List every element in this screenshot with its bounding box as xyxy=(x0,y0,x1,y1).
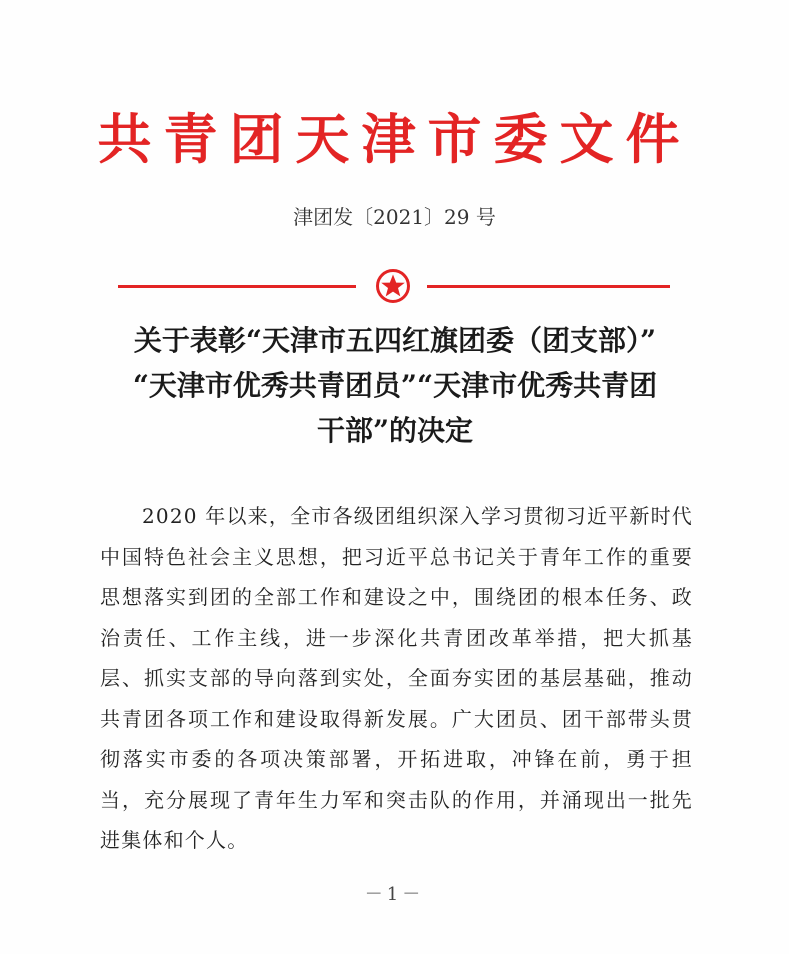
document-number: 津团发〔2021〕29 号 xyxy=(293,205,496,229)
red-divider xyxy=(118,268,670,306)
org-header-title: 共青团天津市委文件 xyxy=(97,108,692,171)
star-circle-emblem-icon xyxy=(375,268,411,304)
decision-title xyxy=(90,318,700,453)
body-text xyxy=(100,496,693,861)
body-paragraph: 2020 年以来，全市各级团组织深入学习贯彻习近平新时代中国特色社会主义思想，把习近平总书记关于青年工作的重要思想落实到团的全部工作和建设之中，围绕团的根本任务、政治责任、工作主线，进一步深化共青团改革举措，把大抓基层、抓实支部的导向落到实处，全面夯实团的基层基础，推动共青团各项工作和建设取得新发展。广大团员、团干部带头贯彻落实市委的各项决策部署，开拓进取，冲锋在前，勇于担当，充分展现了青年生力军和突击队的作用，并涌现出一批先进集体和个人。 xyxy=(100,504,693,852)
divider-line-left xyxy=(118,285,356,288)
decision-title-line: “天津市优秀共青团员”“天津市优秀共青团 xyxy=(132,369,658,402)
decision-title-line: 关于表彰“天津市五四红旗团委（团支部）” xyxy=(133,324,657,357)
divider-line-right xyxy=(427,285,670,288)
decision-title-line: 干部”的决定 xyxy=(316,414,474,447)
page-number: －1－ xyxy=(364,884,425,905)
